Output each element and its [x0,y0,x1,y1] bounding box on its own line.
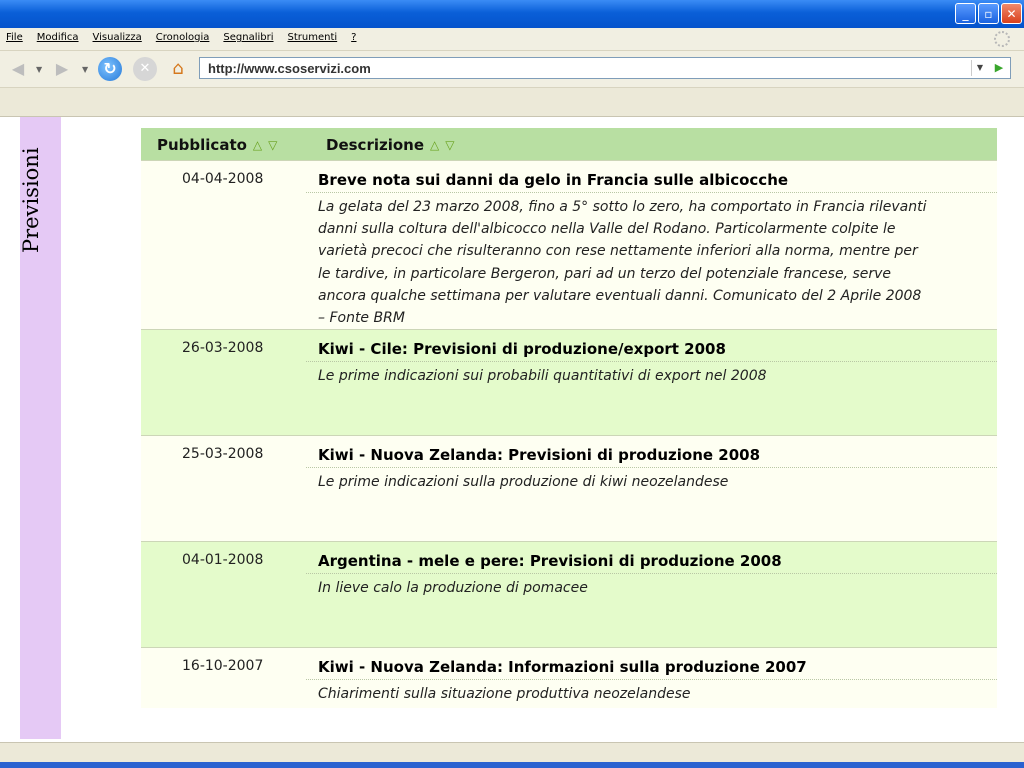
menu-help[interactable]: ? [351,32,357,43]
navigation-toolbar [0,51,1024,88]
minimize-button[interactable]: _ [955,3,976,24]
table-row [141,160,997,329]
row-description: Chiarimenti sulla situazione produttiva neozelandese [318,686,691,702]
back-history-dropdown-icon[interactable]: ▼ [36,65,43,74]
menu-visualizza[interactable]: Visualizza [92,32,142,43]
menu-strumenti[interactable]: Strumenti [287,32,338,43]
menu-segnalibri[interactable]: Segnalibri [223,32,274,43]
row-title-link[interactable]: Breve nota sui danni da gelo in Francia sulle albicocche [318,171,789,189]
row-divider [306,361,997,362]
stop-button[interactable]: ✕ [133,57,157,81]
row-date: 25-03-2008 [182,446,264,462]
header-description-label: Descrizione [326,136,425,154]
sidebar [20,117,61,739]
sort-descending-icon[interactable]: ▽ [445,138,455,152]
row-description: Le prime indicazioni sulla produzione di kiwi neozelandese [318,474,729,490]
header-published[interactable] [157,136,277,154]
row-date: 04-04-2008 [182,171,264,187]
back-button[interactable]: ◀ [11,59,25,78]
row-date: 04-01-2008 [182,552,264,568]
row-divider [306,467,997,468]
menu-cronologia[interactable]: Cronologia [155,32,210,43]
maximize-button[interactable]: ▫ [978,3,999,24]
address-bar[interactable] [199,57,1011,79]
header-description[interactable] [326,136,454,154]
row-title-link[interactable]: Kiwi - Cile: Previsioni di produzione/export 2008 [318,340,726,358]
forward-history-dropdown-icon[interactable]: ▼ [82,65,89,74]
table-row [141,541,997,647]
page-content [0,116,1024,743]
row-divider [306,192,997,193]
go-button[interactable]: ▶ [994,61,1004,74]
row-date: 16-10-2007 [182,658,264,674]
address-dropdown-icon[interactable]: ▼ [971,60,988,76]
sort-descending-icon[interactable]: ▽ [268,138,278,152]
taskbar [0,762,1024,768]
row-description: La gelata del 23 marzo 2008, fino a 5° sotto lo zero, ha comportato in Francia rilevanti danni sulla coltura dell'albicocco nella Valle del Rodano. Particolarmente colpite le varietà precoci che risulteranno con rese nettamente inferiori alla norma, mentre per le tardive, in particolare Bergeron, pari ad un terzo del potenziale francese, serve ancora qualche settimana per valutare eventuali danni. Comunicato del 2 Aprile 2008 – Fonte BRM [318,199,927,327]
reload-button[interactable]: ↻ [98,57,122,81]
row-description: In lieve calo la produzione di pomacee [318,580,588,596]
sort-ascending-icon[interactable]: △ [430,138,440,152]
row-date: 26-03-2008 [182,340,264,356]
address-url[interactable]: http://www.csoservizi.com [208,61,371,76]
menu-bar [0,28,1024,51]
row-title-link[interactable]: Argentina - mele e pere: Previsioni di produzione 2008 [318,552,782,570]
row-description: Le prime indicazioni sui probabili quantitativi di export nel 2008 [318,368,767,384]
table-row [141,435,997,541]
window-titlebar [0,0,1024,28]
sidebar-title: Previsioni [19,147,43,253]
menu-modifica[interactable]: Modifica [36,32,79,43]
menu-items [6,32,356,43]
status-bar [0,742,1024,763]
throbber-icon [994,31,1010,47]
table-row [141,329,997,435]
sort-ascending-icon[interactable]: △ [252,138,263,152]
forecast-table [141,128,997,708]
header-published-label: Pubblicato [157,136,247,154]
table-row [141,647,997,708]
menu-file[interactable]: File [6,32,23,43]
row-title-link[interactable]: Kiwi - Nuova Zelanda: Previsioni di produzione 2008 [318,446,761,464]
row-title-link[interactable]: Kiwi - Nuova Zelanda: Informazioni sulla produzione 2007 [318,658,807,676]
row-divider [306,573,997,574]
forward-button[interactable]: ▶ [55,59,69,78]
close-button[interactable]: ✕ [1001,3,1022,24]
bookmarks-toolbar [0,88,1024,116]
row-divider [306,679,997,680]
home-button[interactable]: ⌂ [172,58,184,79]
window-controls [955,3,1022,24]
table-header [141,128,997,160]
